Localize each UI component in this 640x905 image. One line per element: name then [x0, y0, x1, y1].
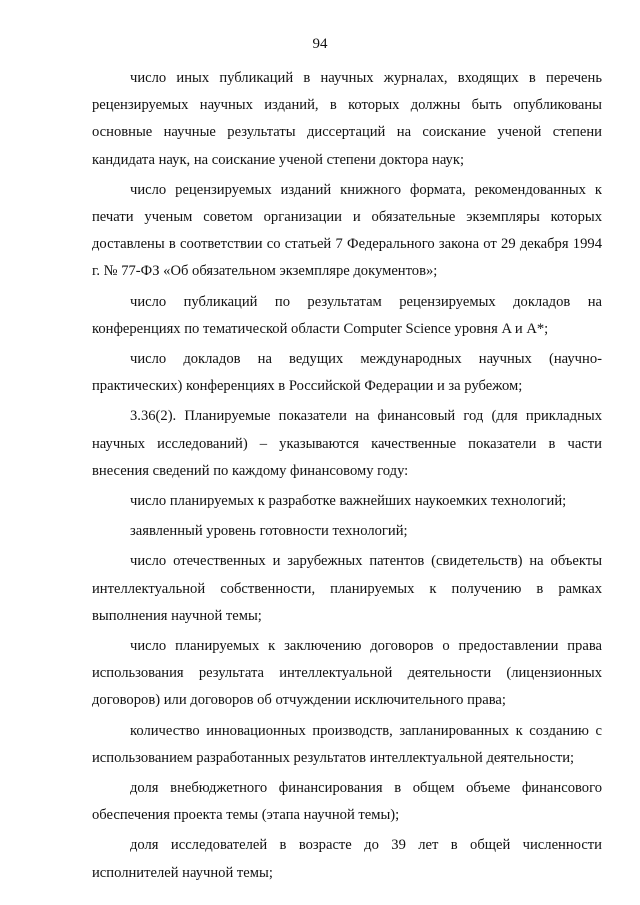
paragraph-3: число публикаций по результатам рецензируемых докладов на конференциях по тематической области Computer Science уровня A и A*;: [92, 293, 602, 337]
paragraph-8: число отечественных и зарубежных патентов (свидетельств) на объекты интеллектуальной собственности, планируемых к получению в рамках выполнения научной темы;: [92, 553, 602, 624]
paragraph-1: число иных публикаций в научных журналах, входящих в перечень рецензируемых научных изданий, в которых должны быть опубликованы основные научные результаты диссертаций на соискание ученой степени кандидата наук, на соискание ученой степени доктора наук;: [92, 70, 602, 168]
page-number: 94: [312, 36, 328, 52]
paragraph-6: число планируемых к разработке важнейших наукоемких технологий;: [130, 493, 567, 510]
paragraph-10: количество инновационных производств, запланированных к созданию с использованием разработанных результатов интеллектуальной деятельности;: [92, 722, 602, 766]
paragraph-9: число планируемых к заключению договоров о предоставлении права использования результата интеллектуальной деятельности (лицензионных договоров) или договоров об отчуждении исключительного права;: [92, 638, 602, 709]
paragraph-7: заявленный уровень готовности технологий;: [130, 523, 408, 540]
paragraph-4: число докладов на ведущих международных научных (научно-практических) конференциях в Российской Федерации и за рубежом;: [92, 351, 602, 395]
page-body: [92, 65, 602, 887]
paragraph-11: доля внебюджетного финансирования в общем объеме финансового обеспечения проекта темы (этапа научной темы);: [92, 780, 602, 824]
paragraph-2: число рецензируемых изданий книжного формата, рекомендованных к печати ученым советом организации и обязательные экземпляры которых доставлены в соответствии со статьей 7 Федерального закона от 29 декабря 1994 г. № 77-ФЗ «Об обязательном экземпляре документов»;: [92, 181, 602, 280]
paragraph-12: доля исследователей в возрасте до 39 лет в общей численности исполнителей научной темы;: [92, 837, 602, 881]
paragraph-5: 3.36(2). Планируемые показатели на финансовый год (для прикладных научных исследований) – указываются качественные показатели в части внесения сведений по каждому финансовому году:: [92, 408, 602, 479]
